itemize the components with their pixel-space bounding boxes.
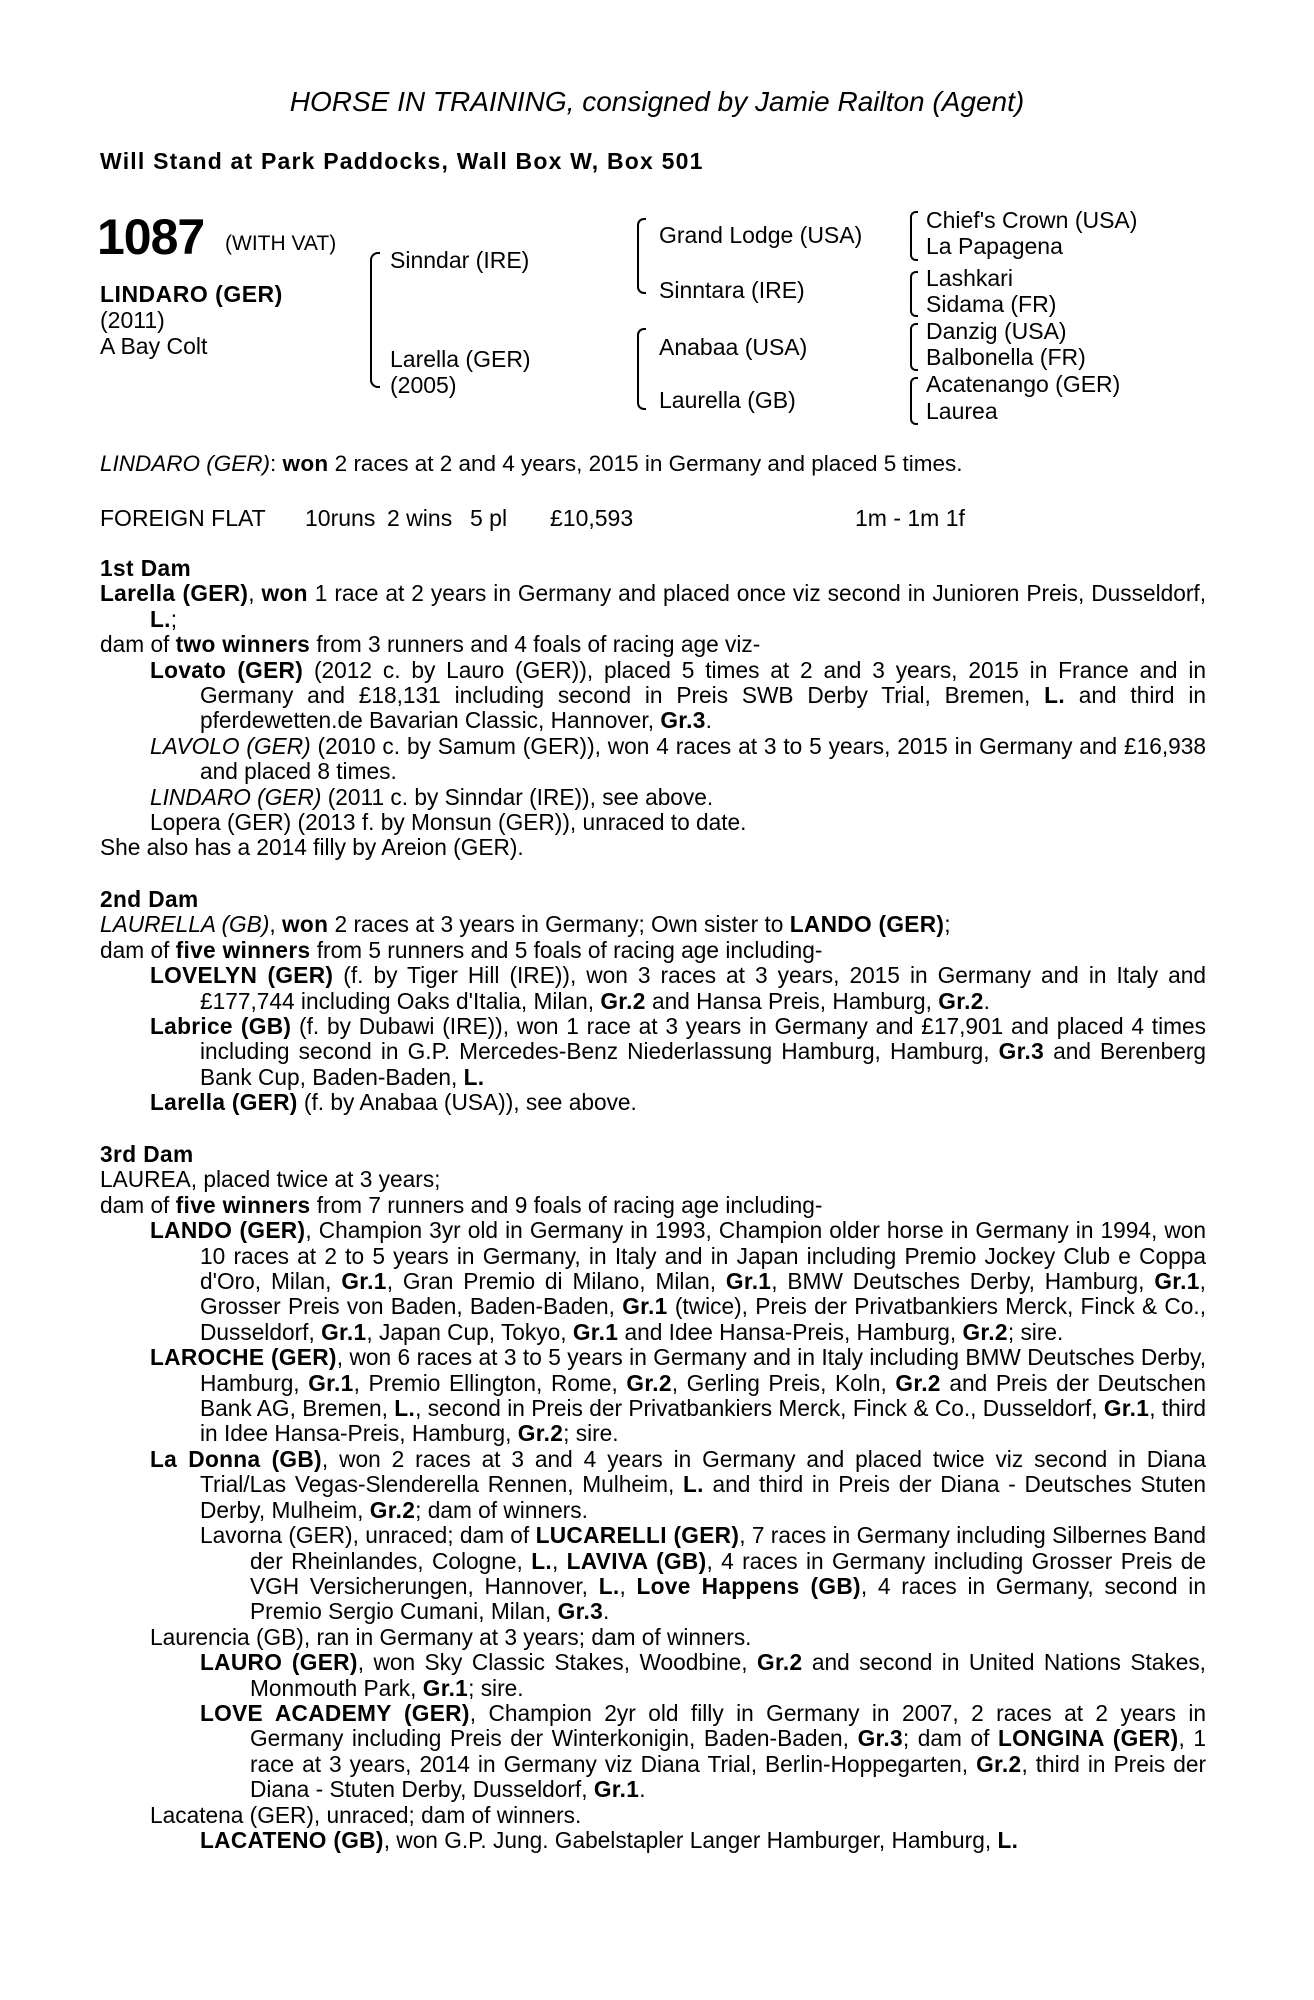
bold-run: LANDO (GER)	[150, 1217, 306, 1244]
bold-run: LONGINA (GER)	[997, 1725, 1179, 1752]
bold-run: won	[281, 911, 329, 938]
text-run: dam of	[100, 936, 176, 963]
produce-entry	[100, 1523, 1206, 1625]
bold-run: Gr.2	[895, 1369, 941, 1396]
bold-run: La Donna (GB)	[150, 1445, 322, 1472]
pedigree-gg-8: Laurea	[926, 398, 998, 424]
race-record-distance: 1m - 1m 1f	[855, 505, 965, 531]
bold-run: LANDO (GER)	[789, 911, 945, 938]
text-run: (f. by Anabaa (USA)), see above.	[297, 1089, 637, 1116]
text-run: , Champion 2yr old filly in Germany in 2007, 2 races at 2 years in Germany including Preis der Winterkonigin, Baden-Baden,	[250, 1699, 1207, 1752]
text-run: and Preis der Deutschen Bank AG, Bremen,	[200, 1369, 1206, 1422]
text-run: ; sire.	[1007, 1318, 1064, 1345]
stand-location: Will Stand at Park Paddocks, Wall Box W, Box 501	[100, 148, 704, 174]
bold-run: L.	[683, 1471, 704, 1498]
produce-entry	[100, 1828, 1206, 1853]
dam-produce-summary	[100, 938, 1206, 963]
text-run: (2011 c. by Sinndar (IRE)), see above.	[321, 783, 714, 810]
text-run: and second in United Nations Stakes, Monmouth Park,	[250, 1649, 1206, 1701]
text-run: , Gerling Preis, Koln,	[671, 1369, 896, 1396]
text-run: , 1 race at 3 years, 2014 in Germany viz Diana Trial, Berlin-Hoppegarten,	[250, 1725, 1206, 1777]
pedigree-gg-1: Chief's Crown (USA)	[926, 207, 1138, 233]
bold-run: Gr.2	[517, 1420, 564, 1447]
text-run: , Grosser Preis von Baden, Baden-Baden,	[200, 1268, 1206, 1320]
first-dam-section	[100, 556, 1206, 861]
text-run: , Champion 3yr old in Germany in 1993, Champion older horse in Germany in 1994, won 10 races at 2 to 5 years in Germany, in Italy and in Japan including Premio Jockey Club e Coppa d'Oro, Milan,	[200, 1217, 1206, 1295]
bold-run: Gr.2	[626, 1369, 672, 1396]
text-run: ;	[170, 605, 178, 632]
pedigree-dam-year: (2005)	[390, 372, 457, 398]
text-run: dam of	[100, 1191, 176, 1218]
bold-run: Gr.2	[962, 1318, 1008, 1345]
summary-won: won	[282, 451, 329, 476]
pedigree-gg-6: Balbonella (FR)	[926, 344, 1086, 370]
text-run: ; sire.	[563, 1420, 619, 1447]
bold-run: LOVE ACADEMY (GER)	[200, 1699, 470, 1726]
text-run: (f. by Dubawi (IRE)), won 1 race at 3 years in Germany and £17,901 and placed 4 times including second in G.P. Mercedes-Benz Niederlassung Hamburg, Hamburg,	[200, 1013, 1206, 1065]
bold-run: LAVIVA (GB)	[566, 1547, 707, 1574]
text-run: , 4 races in Germany, second in Premio Sergio Cumani, Milan,	[250, 1572, 1206, 1625]
bold-run: LUCARELLI (GER)	[535, 1522, 740, 1549]
produce-entry	[100, 734, 1206, 785]
bold-run: won	[261, 580, 308, 607]
race-record-placed: 5 pl	[470, 505, 508, 531]
bold-run: Gr.1	[1154, 1268, 1200, 1295]
bold-run: Gr.3	[857, 1725, 903, 1752]
text-run: (twice), Preis der Privatbankiers Merck, Finck & Co., Dusseldorf,	[200, 1293, 1207, 1345]
bold-run: five winners	[175, 1191, 311, 1218]
text-run: , 4 races in Germany including Grosser Preis de VGH Versicherungen, Hannover,	[250, 1547, 1206, 1599]
section-heading: 3rd Dam	[100, 1141, 194, 1167]
dam-produce-summary	[100, 632, 1206, 657]
pedigree-brace	[637, 218, 646, 294]
second-dam-section	[100, 887, 1206, 1116]
text-run: , won 2 races at 3 and 4 years in Germany and placed twice viz second in Diana Trial/Las Vegas-Slenderella Rennen, Mulheim,	[200, 1445, 1207, 1498]
pedigree-gg-3: Lashkari	[926, 265, 1013, 291]
text-run: 1 race at 2 years in Germany and placed once viz second in Junioren Preis, Dusseldorf,	[307, 580, 1207, 607]
bold-run: Gr.1	[572, 1318, 619, 1345]
text-run: ,	[269, 911, 282, 938]
produce-entry	[100, 1447, 1206, 1523]
pedigree-brace	[910, 271, 918, 317]
produce-entry	[100, 1014, 1206, 1090]
bold-run: two winners	[175, 631, 311, 658]
pedigree-brace	[910, 377, 918, 425]
italic-run: LAVOLO (GER)	[150, 732, 311, 759]
dam-paragraph	[100, 912, 1206, 937]
produce-entry	[100, 1090, 1206, 1115]
bold-run: Gr.1	[321, 1318, 367, 1345]
bold-run: Gr.1	[593, 1776, 640, 1803]
vat-note: (WITH VAT)	[225, 232, 337, 255]
produce-entry	[100, 658, 1206, 734]
pedigree-gg-5: Danzig (USA)	[926, 318, 1067, 344]
text-run: Lavorna (GER), unraced; dam of	[200, 1522, 536, 1549]
bold-run: L.	[463, 1063, 485, 1090]
text-run: and Idee Hansa-Preis, Hamburg,	[618, 1318, 963, 1345]
race-record-runs: 10runs	[305, 505, 376, 531]
pedigree-dam-sire: Anabaa (USA)	[659, 334, 808, 360]
text-run: from 5 runners and 5 foals of racing age including-	[310, 936, 823, 963]
italic-run: LINDARO (GER)	[150, 783, 322, 810]
bold-run: Larella (GER)	[100, 580, 249, 607]
bold-run: Gr.3	[557, 1598, 604, 1625]
text-run: (2012 c. by Lauro (GER)), placed 5 times at 2 and 3 years, 2015 in France and in Germany and £18,131 including second in Preis SWB Derby Trial, Bremen,	[200, 656, 1206, 709]
page-title: HORSE IN TRAINING, consigned by Jamie Railton (Agent)	[289, 86, 1025, 117]
text-run: , Premio Ellington, Rome,	[353, 1369, 627, 1396]
text-run: , second in Preis der Privatbankiers Merck, Finck & Co., Dusseldorf,	[415, 1395, 1104, 1422]
bold-run: Gr.1	[622, 1293, 668, 1320]
text-run: (f. by Tiger Hill (IRE)), won 3 races at 3 years, 2015 in Germany and in Italy and £177,744 including Oaks d'Italia, Milan,	[200, 962, 1206, 1014]
horse-description: A Bay Colt	[100, 333, 208, 359]
text-run: , Gran Premio di Milano, Milan,	[386, 1268, 726, 1295]
pedigree-dam: Larella (GER)	[390, 346, 531, 372]
pedigree-gg-4: Sidama (FR)	[926, 291, 1057, 317]
dam-produce-summary	[100, 1193, 1206, 1218]
dam-note	[100, 835, 1206, 860]
bold-run: Love Happens (GB)	[636, 1572, 861, 1599]
summary-text: :	[270, 451, 283, 476]
bold-run: Gr.1	[1103, 1395, 1150, 1422]
text-run: , third in Idee Hansa-Preis, Hamburg,	[200, 1395, 1206, 1447]
produce-entry	[100, 1701, 1206, 1803]
produce-entry	[100, 1650, 1206, 1701]
text-run: .	[705, 707, 712, 734]
bold-run: L.	[150, 605, 171, 632]
race-record-label: FOREIGN FLAT	[100, 505, 266, 531]
text-run: Lacatena (GER), unraced; dam of winners.	[150, 1801, 582, 1828]
bold-run: Gr.2	[369, 1496, 416, 1523]
text-run: LAUREA, placed twice at 3 years;	[100, 1166, 441, 1193]
text-run: , won Sky Classic Stakes, Woodbine,	[357, 1649, 758, 1676]
horse-year: (2011)	[100, 307, 165, 333]
section-heading: 1st Dam	[100, 555, 192, 581]
text-run: .	[639, 1776, 646, 1803]
bold-run: Gr.2	[600, 987, 646, 1014]
race-record-wins: 2 wins	[387, 505, 453, 531]
pedigree-brace	[370, 252, 380, 388]
bold-run: LAROCHE (GER)	[150, 1344, 337, 1371]
bold-run: Gr.2	[976, 1750, 1022, 1777]
summary-horse-name: LINDARO (GER)	[100, 451, 271, 476]
pedigree-brace	[910, 211, 918, 261]
pedigree-gg-7: Acatenango (GER)	[926, 371, 1121, 397]
bold-run: Gr.1	[341, 1268, 387, 1295]
bold-run: Gr.1	[422, 1674, 469, 1701]
summary-text: 2 races at 2 and 4 years, 2015 in Germany and placed 5 times.	[328, 451, 963, 476]
horse-name: LINDARO (GER)	[100, 281, 283, 307]
pedigree-brace	[910, 323, 918, 371]
bold-run: L.	[598, 1572, 620, 1599]
bold-run: Gr.2	[757, 1649, 803, 1676]
text-run: from 3 runners and 4 foals of racing age viz-	[310, 631, 761, 658]
text-run: , BMW Deutsches Derby, Hamburg,	[771, 1268, 1155, 1295]
text-run: ,	[248, 580, 262, 607]
text-run: and third in pferdewetten.de Bavarian Classic, Hannover,	[200, 682, 1206, 734]
race-record-earnings: £10,593	[550, 505, 634, 531]
produce-entry	[100, 963, 1206, 1014]
text-run: , Japan Cup, Tokyo,	[366, 1318, 573, 1345]
text-run: , won 6 races at 3 to 5 years in Germany and in Italy including BMW Deutsches Derby, Hamburg,	[200, 1344, 1206, 1396]
text-run: .	[983, 987, 990, 1014]
bold-run: L.	[997, 1826, 1019, 1853]
dam-paragraph	[100, 581, 1206, 632]
pedigree-sire-dam: Sinntara (IRE)	[659, 277, 805, 303]
text-run: 2 races at 3 years in Germany; Own sister to	[328, 911, 790, 938]
bold-run: Gr.1	[725, 1268, 772, 1295]
bold-run: LOVELYN (GER)	[150, 962, 334, 989]
text-run: Lopera (GER) (2013 f. by Monsun (GER)), unraced to date.	[150, 809, 747, 836]
text-run: and Hansa Preis, Hamburg,	[645, 987, 939, 1014]
text-run: , third in Preis der Diana - Stuten Derby, Dusseldorf,	[250, 1750, 1207, 1803]
text-run: She also has a 2014 filly by Areion (GER).	[100, 834, 524, 861]
bold-run: LACATENO (GB)	[200, 1826, 384, 1853]
text-run: (2010 c. by Samum (GER)), won 4 races at 3 to 5 years, 2015 in Germany and £16,938 and placed 8 times.	[200, 732, 1206, 785]
pedigree-gg-2: La Papagena	[926, 233, 1063, 259]
text-run: ; dam of winners.	[415, 1496, 588, 1523]
bold-run: Lovato (GER)	[150, 656, 304, 683]
pedigree-sire-sire: Grand Lodge (USA)	[659, 222, 863, 248]
bold-run: five winners	[175, 936, 311, 963]
text-run: from 7 runners and 9 foals of racing age including-	[310, 1191, 823, 1218]
bold-run: Gr.3	[998, 1038, 1045, 1065]
produce-entry	[100, 1625, 1206, 1650]
third-dam-section	[100, 1142, 1206, 1853]
text-run: ; sire.	[468, 1674, 524, 1701]
text-run: ,	[619, 1572, 637, 1599]
text-run: .	[603, 1598, 610, 1625]
produce-entry	[100, 810, 1206, 835]
text-run: Laurencia (GB), ran in Germany at 3 years; dam of winners.	[150, 1623, 752, 1650]
produce-entry	[100, 1345, 1206, 1447]
bold-run: Labrice (GB)	[150, 1013, 292, 1040]
lot-number: 1087	[97, 209, 205, 265]
bold-run: Gr.1	[308, 1369, 354, 1396]
text-run: , won G.P. Jung. Gabelstapler Langer Hamburger, Hamburg,	[383, 1826, 998, 1853]
produce-entry	[100, 1218, 1206, 1345]
text-run: and Berenberg Bank Cup, Baden-Baden,	[200, 1038, 1206, 1090]
bold-run: L.	[531, 1547, 552, 1574]
bold-run: LAURO (GER)	[200, 1649, 358, 1676]
pedigree-sire: Sinndar (IRE)	[390, 247, 530, 273]
race-summary	[100, 451, 963, 477]
bold-run: Gr.3	[660, 707, 706, 734]
text-run: and third in Preis der Diana - Deutsches Stuten Derby, Mulheim,	[200, 1471, 1206, 1523]
bold-run: L.	[1044, 682, 1065, 709]
bold-run: Larella (GER)	[150, 1089, 298, 1116]
bold-run: Gr.2	[938, 987, 984, 1014]
pedigree-dam-dam: Laurella (GB)	[659, 387, 796, 413]
text-run: dam of	[100, 631, 176, 658]
text-run: , 7 races in Germany including Silbernes Band der Rheinlandes, Cologne,	[250, 1522, 1206, 1574]
produce-entry	[100, 1803, 1206, 1828]
dam-paragraph	[100, 1167, 1206, 1192]
text-run: ;	[944, 911, 951, 938]
bold-run: L.	[394, 1395, 416, 1422]
produce-entry	[100, 785, 1206, 810]
pedigree-brace	[637, 328, 646, 410]
italic-run: LAURELLA (GB)	[100, 911, 270, 938]
section-heading: 2nd Dam	[100, 886, 199, 912]
text-run: ; dam of	[902, 1725, 998, 1752]
text-run: ,	[551, 1547, 567, 1574]
